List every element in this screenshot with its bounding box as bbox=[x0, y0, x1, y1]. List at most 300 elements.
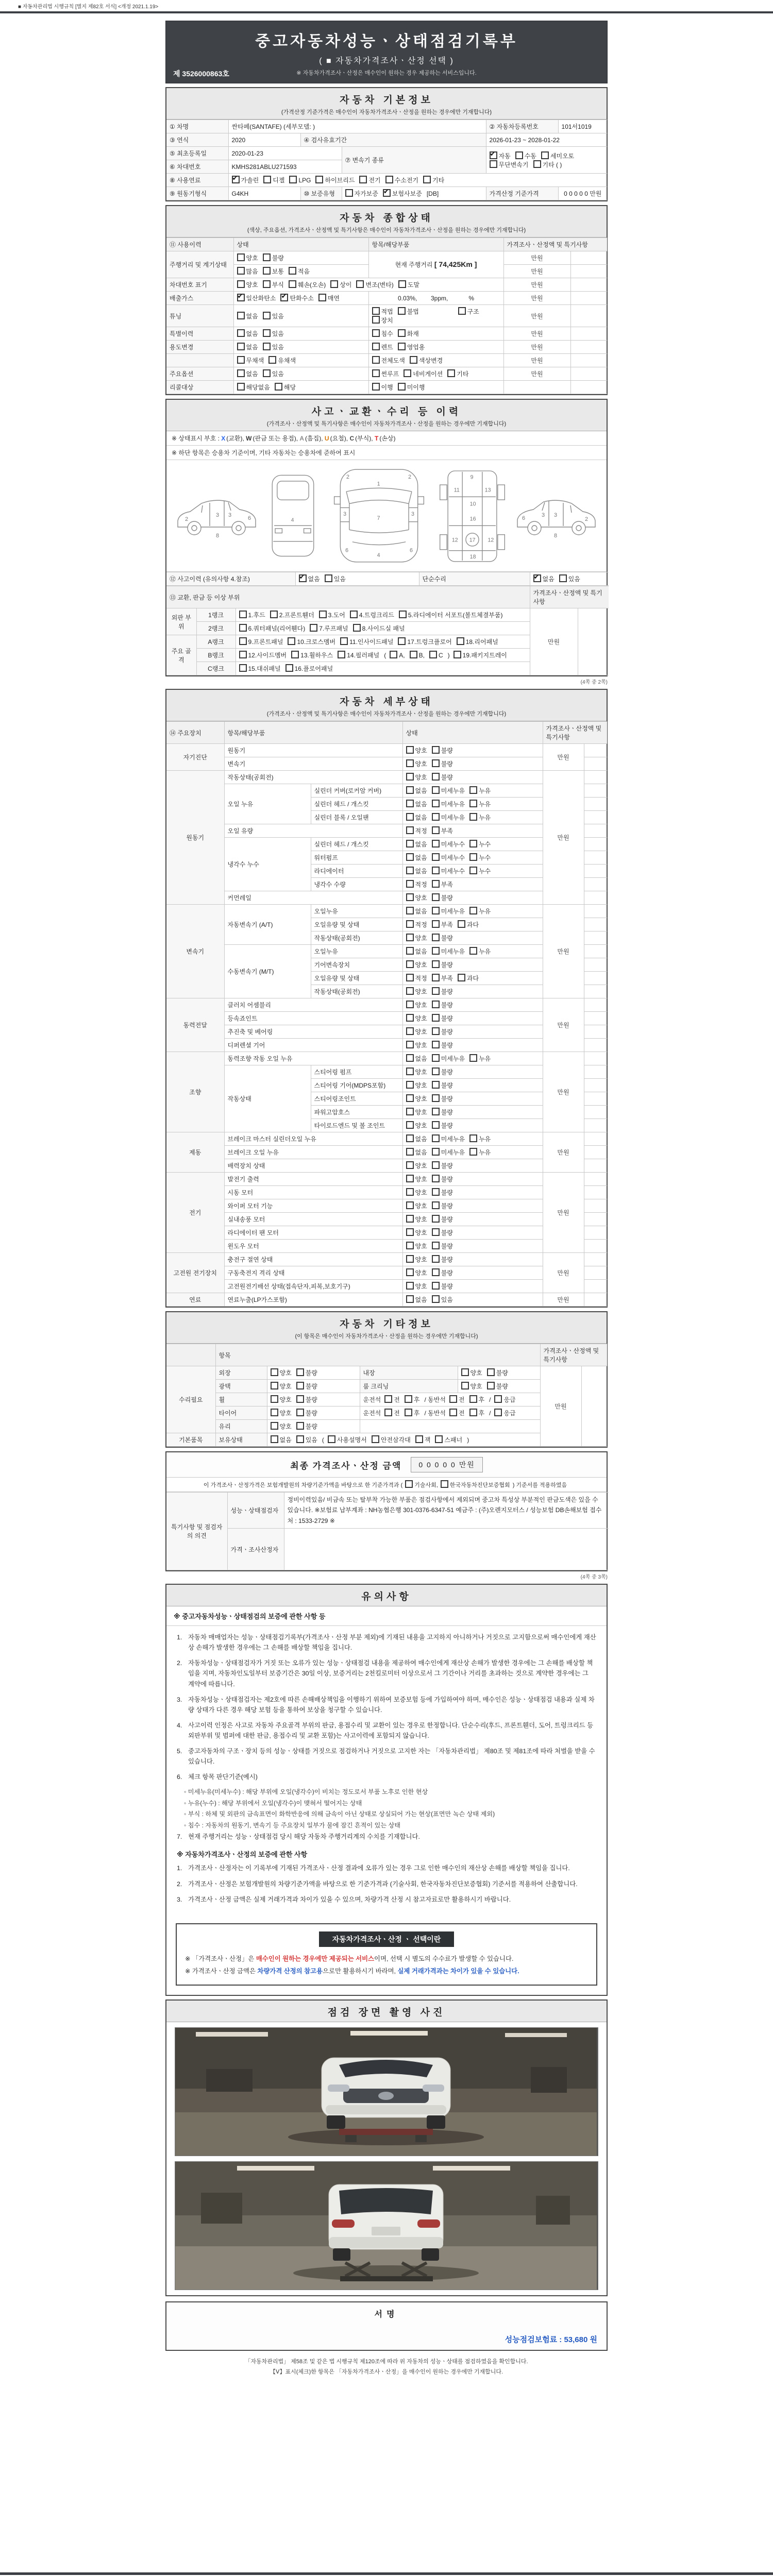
checkbox-option[interactable] bbox=[432, 800, 465, 808]
checkbox-option[interactable] bbox=[372, 343, 393, 351]
checkbox-icon[interactable] bbox=[270, 611, 278, 618]
checkbox-icon[interactable] bbox=[239, 651, 247, 658]
checkbox-option[interactable] bbox=[289, 280, 326, 289]
checkbox-icon[interactable] bbox=[406, 1041, 414, 1048]
checkbox-option[interactable] bbox=[406, 1228, 427, 1237]
checkbox-option[interactable] bbox=[432, 1268, 453, 1277]
checkbox-icon[interactable] bbox=[406, 746, 414, 754]
checkbox-option[interactable] bbox=[319, 611, 345, 619]
checkbox-option[interactable] bbox=[263, 343, 284, 351]
checkbox-option[interactable] bbox=[350, 611, 394, 619]
checkbox-icon[interactable] bbox=[398, 307, 406, 315]
checkbox-option[interactable] bbox=[469, 947, 491, 956]
checkbox-icon[interactable] bbox=[449, 1409, 457, 1416]
checkbox-option[interactable] bbox=[432, 1134, 465, 1143]
checkbox-icon[interactable] bbox=[356, 280, 364, 288]
checkbox-option[interactable] bbox=[237, 294, 276, 302]
exterior-options[interactable] bbox=[267, 1366, 360, 1380]
checkbox-icon[interactable] bbox=[372, 1435, 379, 1443]
checkbox-option[interactable] bbox=[469, 840, 491, 849]
checkbox-option[interactable] bbox=[237, 312, 258, 320]
checkbox-icon[interactable] bbox=[458, 974, 465, 981]
checkbox-option[interactable] bbox=[432, 987, 453, 996]
checkbox-icon[interactable] bbox=[372, 369, 380, 377]
checkbox-option[interactable] bbox=[458, 920, 479, 929]
checkbox-icon[interactable] bbox=[285, 664, 293, 672]
checkbox-icon[interactable] bbox=[271, 1435, 278, 1443]
checkbox-option[interactable] bbox=[541, 151, 574, 160]
checkbox-option[interactable] bbox=[398, 329, 419, 338]
checkbox-option[interactable] bbox=[449, 1395, 465, 1404]
checkbox-icon[interactable] bbox=[432, 1295, 440, 1303]
checkbox-option[interactable] bbox=[432, 1282, 453, 1291]
checkbox-icon[interactable] bbox=[458, 307, 466, 315]
tire-options[interactable] bbox=[267, 1406, 360, 1420]
checkbox-icon[interactable] bbox=[296, 1422, 304, 1430]
signature-box[interactable] bbox=[165, 2301, 608, 2351]
checkbox-icon[interactable] bbox=[469, 867, 477, 874]
checkbox-option[interactable] bbox=[458, 974, 479, 982]
checkbox-option[interactable] bbox=[390, 651, 405, 659]
checkbox-icon[interactable] bbox=[469, 1148, 477, 1156]
checkbox-option[interactable] bbox=[372, 383, 393, 392]
checkbox-option[interactable] bbox=[415, 1435, 431, 1444]
checkbox-icon[interactable] bbox=[432, 759, 440, 767]
checkbox-option[interactable] bbox=[406, 1295, 427, 1304]
rank2-parts-options[interactable] bbox=[236, 622, 530, 635]
checkbox-icon[interactable] bbox=[296, 1409, 304, 1416]
checkbox-option[interactable] bbox=[406, 867, 427, 875]
checkbox-icon[interactable] bbox=[406, 1081, 414, 1089]
checkbox-icon[interactable] bbox=[406, 974, 414, 981]
status-options[interactable] bbox=[402, 1280, 543, 1293]
checkbox-icon[interactable] bbox=[384, 1409, 392, 1416]
basic-items-options[interactable] bbox=[267, 1433, 540, 1447]
status-options[interactable] bbox=[402, 1039, 543, 1052]
checkbox-icon[interactable] bbox=[406, 1108, 414, 1115]
checkbox-icon[interactable] bbox=[406, 1001, 414, 1008]
checkbox-option[interactable] bbox=[383, 189, 422, 198]
checkbox-icon[interactable] bbox=[406, 1201, 414, 1209]
checkbox-option[interactable] bbox=[432, 1188, 453, 1197]
checkbox-icon[interactable] bbox=[268, 356, 276, 364]
checkbox-option[interactable] bbox=[432, 840, 465, 849]
checkbox-option[interactable] bbox=[406, 960, 427, 969]
checkbox-icon[interactable] bbox=[398, 280, 406, 288]
roomclean-options[interactable] bbox=[458, 1380, 540, 1393]
checkbox-icon[interactable] bbox=[429, 651, 437, 658]
checkbox-option[interactable] bbox=[271, 1395, 292, 1404]
checkbox-option[interactable] bbox=[239, 651, 287, 659]
checkbox-option[interactable] bbox=[432, 893, 453, 902]
checkbox-option[interactable] bbox=[406, 800, 427, 808]
checkbox-icon[interactable] bbox=[296, 1395, 304, 1403]
checkbox-icon[interactable] bbox=[406, 1215, 414, 1223]
checkbox-option[interactable] bbox=[288, 637, 335, 646]
checkbox-icon[interactable] bbox=[289, 176, 297, 183]
checkbox-icon[interactable] bbox=[432, 1134, 440, 1142]
checkbox-icon[interactable] bbox=[406, 1255, 414, 1263]
checkbox-option[interactable] bbox=[406, 880, 427, 889]
checkbox-option[interactable] bbox=[432, 1161, 453, 1170]
checkbox-icon[interactable] bbox=[432, 1081, 440, 1089]
checkbox-option[interactable] bbox=[469, 1134, 491, 1143]
checkbox-option[interactable] bbox=[432, 1175, 453, 1183]
checkbox-option[interactable] bbox=[432, 759, 453, 768]
checkbox-option[interactable] bbox=[533, 160, 562, 169]
checkbox-option[interactable] bbox=[432, 880, 453, 889]
status-options[interactable] bbox=[402, 891, 543, 905]
checkbox-option[interactable] bbox=[237, 383, 270, 392]
checkbox-option[interactable] bbox=[441, 1480, 510, 1489]
rankB-parts-options[interactable] bbox=[236, 649, 530, 662]
checkbox-icon[interactable] bbox=[469, 1134, 477, 1142]
checkbox-icon[interactable] bbox=[263, 369, 271, 377]
checkbox-icon[interactable] bbox=[310, 624, 317, 632]
status-options[interactable] bbox=[402, 798, 543, 811]
checkbox-icon[interactable] bbox=[432, 1148, 440, 1156]
checkbox-option[interactable] bbox=[432, 786, 465, 795]
checkbox-icon[interactable] bbox=[237, 280, 245, 288]
accident-history-options[interactable] bbox=[295, 572, 419, 586]
checkbox-icon[interactable] bbox=[296, 1435, 304, 1443]
checkbox-option[interactable] bbox=[237, 369, 258, 378]
checkbox-option[interactable] bbox=[406, 1041, 427, 1049]
checkbox-icon[interactable] bbox=[432, 826, 440, 834]
checkbox-icon[interactable] bbox=[559, 574, 567, 582]
checkbox-icon[interactable] bbox=[432, 1041, 440, 1048]
checkbox-option[interactable] bbox=[406, 1201, 427, 1210]
tuning-options[interactable] bbox=[233, 305, 368, 327]
checkbox-option[interactable] bbox=[280, 294, 313, 302]
checkbox-option[interactable] bbox=[405, 1395, 420, 1404]
checkbox-option[interactable] bbox=[432, 907, 465, 916]
checkbox-option[interactable] bbox=[432, 1108, 453, 1116]
checkbox-option[interactable] bbox=[406, 1161, 427, 1170]
checkbox-icon[interactable] bbox=[432, 920, 440, 928]
checkbox-option[interactable] bbox=[296, 1382, 317, 1391]
checkbox-icon[interactable] bbox=[237, 312, 245, 319]
status-options[interactable] bbox=[402, 1226, 543, 1240]
checkbox-option[interactable] bbox=[432, 813, 465, 822]
polish-options[interactable] bbox=[267, 1380, 360, 1393]
checkbox-option[interactable] bbox=[469, 786, 491, 795]
checkbox-option[interactable] bbox=[432, 1215, 453, 1224]
checkbox-icon[interactable] bbox=[515, 151, 523, 159]
checkbox-option[interactable] bbox=[406, 1001, 427, 1009]
checkbox-option[interactable] bbox=[237, 356, 264, 365]
checkbox-icon[interactable] bbox=[410, 651, 417, 658]
checkbox-option[interactable] bbox=[289, 176, 311, 184]
checkbox-option[interactable] bbox=[263, 329, 284, 338]
checkbox-icon[interactable] bbox=[449, 1395, 457, 1403]
checkbox-icon[interactable] bbox=[359, 176, 367, 183]
checkbox-option[interactable] bbox=[406, 759, 427, 768]
checkbox-icon[interactable] bbox=[325, 574, 332, 582]
checkbox-option[interactable] bbox=[325, 574, 346, 583]
checkbox-checked-icon[interactable] bbox=[299, 574, 307, 582]
checkbox-option[interactable] bbox=[435, 1435, 462, 1444]
checkbox-option[interactable] bbox=[515, 151, 536, 160]
checkbox-option[interactable] bbox=[340, 637, 393, 646]
checkbox-icon[interactable] bbox=[406, 1228, 414, 1236]
checkbox-icon[interactable] bbox=[372, 356, 380, 364]
checkbox-icon[interactable] bbox=[372, 383, 380, 391]
checkbox-icon[interactable] bbox=[328, 1435, 335, 1443]
checkbox-option[interactable] bbox=[263, 312, 284, 320]
checkbox-icon[interactable] bbox=[353, 624, 361, 632]
checkbox-option[interactable] bbox=[432, 1201, 453, 1210]
checkbox-option[interactable] bbox=[237, 343, 258, 351]
checkbox-option[interactable] bbox=[296, 1422, 317, 1431]
checkbox-option[interactable] bbox=[271, 1382, 292, 1391]
checkbox-icon[interactable] bbox=[458, 920, 465, 928]
checkbox-option[interactable] bbox=[270, 611, 314, 619]
checkbox-option[interactable] bbox=[237, 329, 258, 338]
checkbox-icon[interactable] bbox=[406, 867, 414, 874]
checkbox-option[interactable] bbox=[432, 960, 453, 969]
checkbox-option[interactable] bbox=[432, 853, 465, 862]
checkbox-icon[interactable] bbox=[432, 1027, 440, 1035]
checkbox-icon[interactable] bbox=[490, 160, 497, 168]
checkbox-option[interactable] bbox=[330, 280, 351, 289]
checkbox-option[interactable] bbox=[406, 1108, 427, 1116]
checkbox-icon[interactable] bbox=[398, 637, 406, 645]
checkbox-option[interactable] bbox=[469, 867, 491, 875]
checkbox-icon[interactable] bbox=[432, 1161, 440, 1169]
checkbox-option[interactable] bbox=[398, 307, 419, 316]
checkbox-icon[interactable] bbox=[315, 176, 323, 183]
status-options[interactable] bbox=[402, 1132, 543, 1146]
checkbox-icon[interactable] bbox=[447, 369, 455, 377]
checkbox-option[interactable] bbox=[271, 1409, 292, 1417]
checkbox-option[interactable] bbox=[469, 1409, 485, 1417]
checkbox-option[interactable] bbox=[406, 1242, 427, 1250]
checkbox-icon[interactable] bbox=[330, 280, 338, 288]
checkbox-option[interactable] bbox=[487, 1382, 508, 1391]
status-options[interactable] bbox=[402, 1199, 543, 1213]
checkbox-option[interactable] bbox=[432, 1067, 453, 1076]
rankA-parts-options[interactable] bbox=[236, 635, 530, 649]
tire-position-options[interactable] bbox=[360, 1406, 540, 1420]
checkbox-icon[interactable] bbox=[432, 1282, 440, 1290]
checkbox-option[interactable] bbox=[296, 1395, 317, 1404]
status-options[interactable] bbox=[402, 905, 543, 918]
checkbox-option[interactable] bbox=[429, 651, 443, 659]
checkbox-option[interactable] bbox=[289, 267, 310, 276]
checkbox-icon[interactable] bbox=[453, 651, 461, 658]
checkbox-icon[interactable] bbox=[541, 151, 549, 159]
checkbox-icon[interactable] bbox=[432, 773, 440, 781]
checkbox-icon[interactable] bbox=[469, 853, 477, 861]
checkbox-option[interactable] bbox=[458, 307, 479, 316]
checkbox-option[interactable] bbox=[490, 151, 511, 160]
checkbox-icon[interactable] bbox=[469, 947, 477, 955]
checkbox-option[interactable] bbox=[406, 947, 427, 956]
checkbox-icon[interactable] bbox=[406, 840, 414, 848]
checkbox-option[interactable] bbox=[345, 189, 378, 198]
checkbox-icon[interactable] bbox=[406, 786, 414, 794]
status-options[interactable] bbox=[402, 811, 543, 824]
checkbox-icon[interactable] bbox=[263, 176, 271, 183]
status-options[interactable] bbox=[402, 958, 543, 972]
checkbox-option[interactable] bbox=[406, 1121, 427, 1130]
transmission-options[interactable] bbox=[486, 147, 607, 174]
checkbox-option[interactable] bbox=[399, 611, 503, 619]
checkbox-icon[interactable] bbox=[435, 1435, 443, 1443]
checkbox-option[interactable] bbox=[296, 1435, 317, 1444]
status-options[interactable] bbox=[402, 998, 543, 1012]
checkbox-icon[interactable] bbox=[398, 329, 406, 337]
checkbox-option[interactable] bbox=[406, 1081, 427, 1090]
checkbox-option[interactable] bbox=[372, 356, 405, 365]
checkbox-icon[interactable] bbox=[461, 1368, 469, 1376]
checkbox-icon[interactable] bbox=[406, 1134, 414, 1142]
status-options[interactable] bbox=[402, 1213, 543, 1226]
status-options[interactable] bbox=[402, 1025, 543, 1039]
checkbox-icon[interactable] bbox=[406, 813, 414, 821]
checkbox-icon[interactable] bbox=[406, 1094, 414, 1102]
checkbox-option[interactable] bbox=[384, 1395, 400, 1404]
checkbox-icon[interactable] bbox=[237, 253, 245, 261]
checkbox-icon[interactable] bbox=[432, 867, 440, 874]
checkbox-icon[interactable] bbox=[406, 759, 414, 767]
checkbox-icon[interactable] bbox=[338, 651, 345, 658]
vin-mark-options[interactable] bbox=[233, 278, 503, 292]
checkbox-icon[interactable] bbox=[406, 826, 414, 834]
checkbox-icon[interactable] bbox=[271, 1368, 278, 1376]
checkbox-option[interactable] bbox=[328, 1435, 367, 1444]
checkbox-option[interactable] bbox=[406, 934, 427, 942]
checkbox-checked-icon[interactable] bbox=[383, 189, 391, 197]
checkbox-option[interactable] bbox=[232, 176, 259, 184]
checkbox-option[interactable] bbox=[432, 1001, 453, 1009]
status-options[interactable] bbox=[402, 771, 543, 784]
checkbox-icon[interactable] bbox=[406, 1027, 414, 1035]
checkbox-icon[interactable] bbox=[432, 1014, 440, 1022]
checkbox-option[interactable] bbox=[406, 813, 427, 822]
checkbox-option[interactable] bbox=[432, 1041, 453, 1049]
checkbox-option[interactable] bbox=[469, 853, 491, 862]
warranty-options[interactable] bbox=[342, 187, 486, 200]
checkbox-icon[interactable] bbox=[406, 1054, 414, 1062]
checkbox-icon[interactable] bbox=[469, 907, 477, 914]
checkbox-icon[interactable] bbox=[432, 934, 440, 941]
checkbox-icon[interactable] bbox=[432, 880, 440, 888]
checkbox-icon[interactable] bbox=[288, 637, 295, 645]
tuning-legal-options[interactable] bbox=[372, 308, 424, 315]
checkbox-option[interactable] bbox=[406, 1014, 427, 1023]
checkbox-icon[interactable] bbox=[345, 189, 353, 197]
status-options[interactable] bbox=[402, 865, 543, 878]
checkbox-icon[interactable] bbox=[432, 786, 440, 794]
checkbox-icon[interactable] bbox=[263, 329, 271, 337]
checkbox-option[interactable] bbox=[469, 1054, 491, 1063]
status-options[interactable] bbox=[402, 744, 543, 757]
checkbox-icon[interactable] bbox=[263, 267, 271, 275]
status-options[interactable] bbox=[402, 878, 543, 891]
checkbox-option[interactable] bbox=[384, 1409, 400, 1417]
checkbox-icon[interactable] bbox=[237, 343, 245, 350]
checkbox-option[interactable] bbox=[372, 1435, 411, 1444]
usage-change-options[interactable] bbox=[233, 341, 368, 354]
checkbox-icon[interactable] bbox=[275, 383, 282, 391]
checkbox-icon[interactable] bbox=[406, 1242, 414, 1249]
checkbox-icon[interactable] bbox=[406, 1295, 414, 1303]
checkbox-option[interactable] bbox=[406, 840, 427, 849]
checkbox-option[interactable] bbox=[310, 624, 348, 633]
checkbox-option[interactable] bbox=[406, 1094, 427, 1103]
wheel-options[interactable] bbox=[267, 1393, 360, 1406]
status-options[interactable] bbox=[402, 851, 543, 865]
checkbox-icon[interactable] bbox=[271, 1422, 278, 1430]
checkbox-option[interactable] bbox=[406, 786, 427, 795]
special-history-options[interactable] bbox=[233, 327, 368, 341]
checkbox-icon[interactable] bbox=[432, 1215, 440, 1223]
checkbox-icon[interactable] bbox=[239, 624, 247, 632]
color-change-options[interactable] bbox=[368, 354, 503, 367]
checkbox-option[interactable] bbox=[449, 1409, 465, 1417]
checkbox-icon[interactable] bbox=[406, 800, 414, 807]
color-options[interactable] bbox=[233, 354, 368, 367]
status-options[interactable] bbox=[402, 784, 543, 798]
interior-options[interactable] bbox=[458, 1366, 540, 1380]
checkbox-icon[interactable] bbox=[406, 960, 414, 968]
status-options[interactable] bbox=[402, 972, 543, 985]
checkbox-option[interactable] bbox=[461, 1368, 482, 1377]
checkbox-option[interactable] bbox=[405, 1480, 438, 1489]
checkbox-option[interactable] bbox=[406, 893, 427, 902]
checkbox-option[interactable] bbox=[432, 1081, 453, 1090]
status-options[interactable] bbox=[402, 1106, 543, 1119]
checkbox-option[interactable] bbox=[432, 1027, 453, 1036]
checkbox-option[interactable] bbox=[406, 853, 427, 862]
checkbox-icon[interactable] bbox=[432, 840, 440, 848]
checkbox-icon[interactable] bbox=[423, 176, 431, 183]
checkbox-option[interactable] bbox=[239, 611, 265, 619]
rankC-parts-options[interactable] bbox=[236, 662, 530, 675]
checkbox-option[interactable] bbox=[285, 664, 333, 673]
checkbox-option[interactable] bbox=[239, 624, 306, 633]
tuning-detail-options[interactable] bbox=[368, 305, 503, 327]
checkbox-option[interactable] bbox=[318, 294, 340, 302]
checkbox-option[interactable] bbox=[372, 307, 393, 316]
checkbox-icon[interactable] bbox=[406, 1014, 414, 1022]
checkbox-option[interactable] bbox=[453, 651, 507, 659]
status-options[interactable] bbox=[402, 945, 543, 958]
checkbox-option[interactable] bbox=[406, 1134, 427, 1143]
checkbox-option[interactable] bbox=[494, 1395, 515, 1404]
checkbox-icon[interactable] bbox=[432, 1121, 440, 1129]
final-price-note[interactable] bbox=[166, 1478, 607, 1492]
wheel-position-options[interactable] bbox=[360, 1393, 540, 1406]
checkbox-icon[interactable] bbox=[432, 1108, 440, 1115]
checkbox-option[interactable] bbox=[469, 907, 491, 916]
glass-options[interactable] bbox=[267, 1420, 360, 1433]
checkbox-option[interactable] bbox=[275, 383, 296, 392]
checkbox-option[interactable] bbox=[405, 1409, 420, 1417]
checkbox-checked-icon[interactable] bbox=[237, 294, 245, 301]
status-options[interactable] bbox=[402, 1240, 543, 1253]
checkbox-icon[interactable] bbox=[432, 1001, 440, 1008]
checkbox-icon[interactable] bbox=[415, 1435, 423, 1443]
checkbox-icon[interactable] bbox=[398, 343, 406, 350]
checkbox-option[interactable] bbox=[406, 1054, 427, 1063]
checkbox-option[interactable] bbox=[406, 987, 427, 996]
status-options[interactable] bbox=[402, 918, 543, 931]
checkbox-option[interactable] bbox=[406, 907, 427, 916]
checkbox-icon[interactable] bbox=[263, 280, 271, 288]
